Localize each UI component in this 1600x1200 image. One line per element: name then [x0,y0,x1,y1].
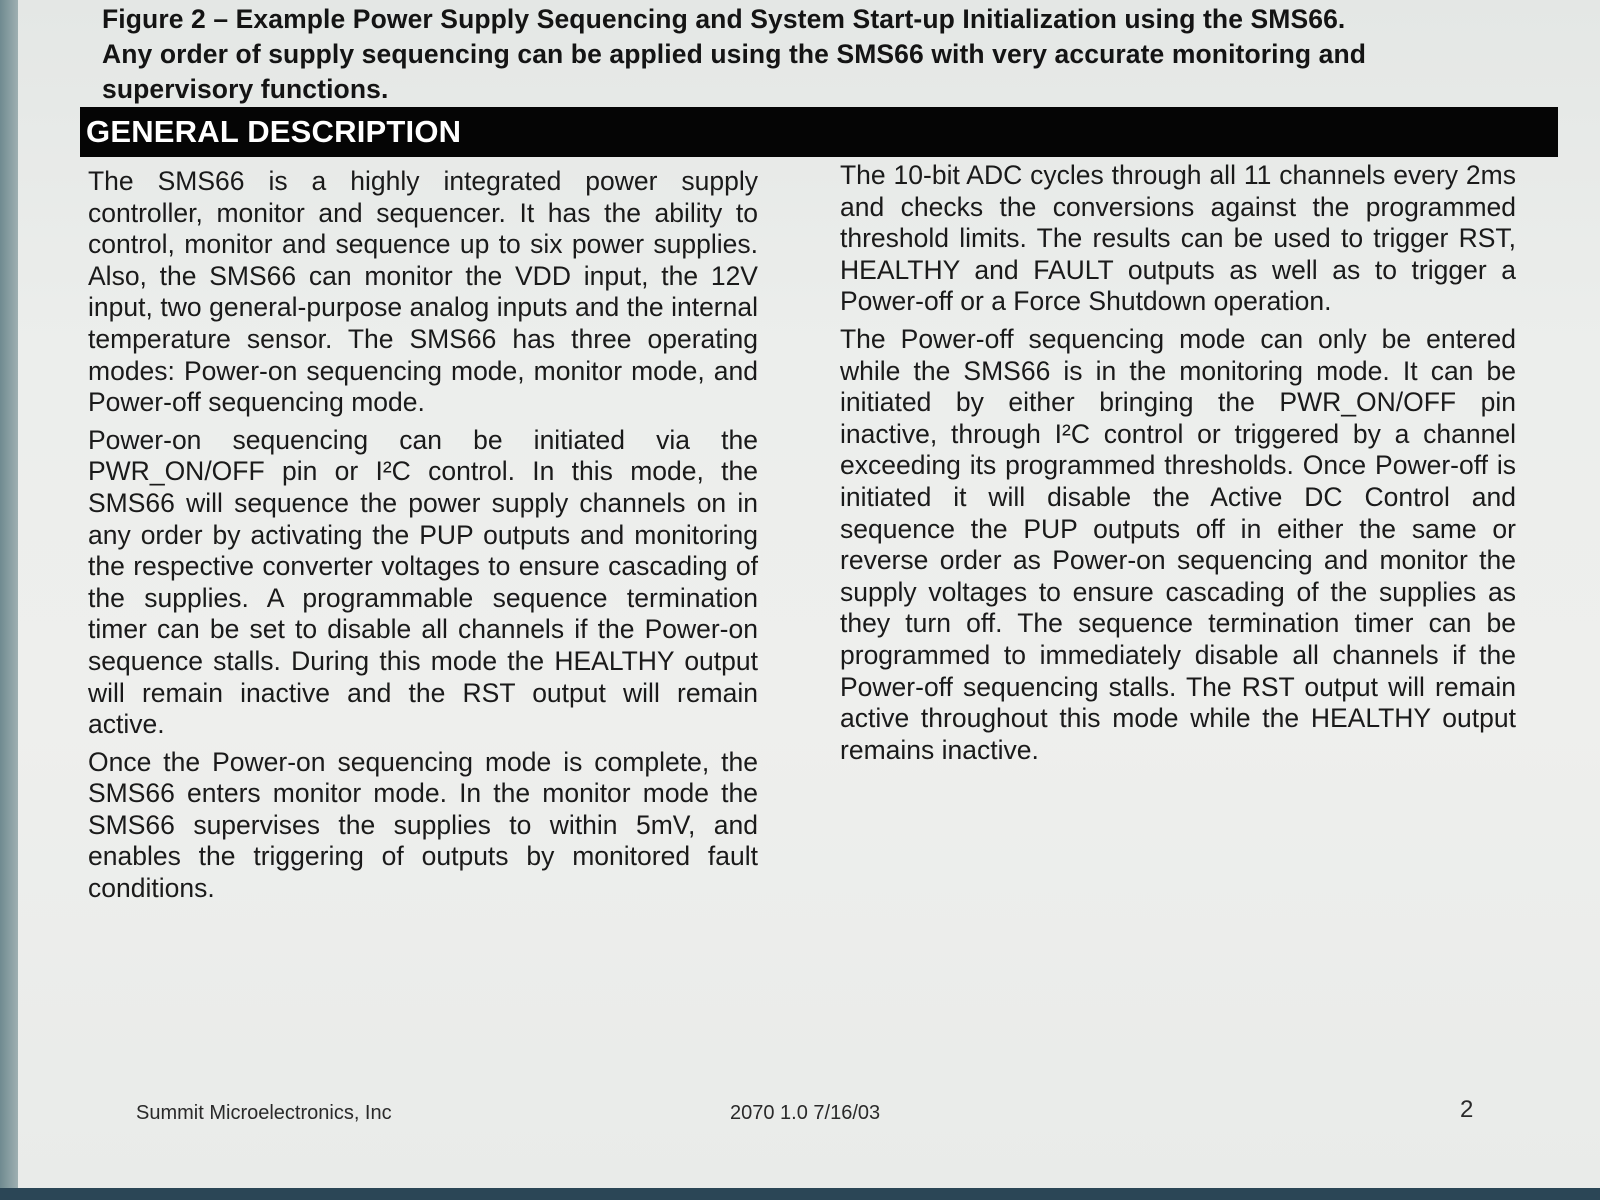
left-paragraph-power-on: Power-on sequencing can be initiated via the PWR_ON/OFF pin or I²C control. In this mode, the SMS66 will sequence the power supply channels on in any order by activating the PUP outputs and monitoring the respective converter voltages to ensure cascading of the supplies. A programmable sequence termination timer can be set to disable all channels if the Power-on sequence stalls. During this mode the HEALTHY output will remain inactive and the RST output will remain active. [88,424,758,740]
left-paragraph-monitor-mode: Once the Power-on sequencing mode is complete, the SMS66 enters monitor mode. In the monitor mode the SMS66 supervises the supplies to within 5mV, and enables the triggering of outputs by monitored fault conditions. [88,746,758,904]
footer-company: Summit Microelectronics, Inc [136,1102,392,1124]
figure-caption-line-1: Figure 2 – Example Power Supply Sequencing and System Start-up Initialization using the SMS66. [102,4,1346,34]
right-paragraph-adc: The 10-bit ADC cycles through all 11 channels every 2ms and checks the conversions against the programmed threshold limits. The results can be used to trigger RST, HEALTHY and FAULT outputs as well as to trigger a Power-off or a Force Shutdown operation. [840,160,1516,317]
footer-doc-info: 2070 1.0 7/16/03 [730,1102,881,1124]
footer-page-number: 2 [1460,1096,1474,1123]
monitor-bezel-bottom [0,1188,1600,1200]
right-paragraph-power-off: The Power-off sequencing mode can only be entered while the SMS66 is in the monitoring mode. It can be initiated by either bringing the PWR_ON/OFF pin inactive, through I²C control or triggered by a channel exceeding its programmed thresholds. Once Power-off is initiated it will disable the Active DC Control and sequence the PUP outputs off in either the same or reverse order as Power-on sequencing and monitor the supply voltages to ensure cascading of the supplies as they turn off. The sequence termination timer can be programmed to immediately disable all channels if the Power-off sequencing stalls. The RST output will remain active throughout this mode while the HEALTHY output remains inactive. [840,323,1516,765]
figure-caption-line-2: Any order of supply sequencing can be applied using the SMS66 with very accurate monitoring and [102,39,1367,69]
figure-caption-line-3: supervisory functions. [102,74,389,104]
figure-caption [102,2,1482,107]
left-paragraph-overview: The SMS66 is a highly integrated power supply controller, monitor and sequencer. It has the ability to control, monitor and sequence up to six power supplies. Also, the SMS66 can monitor the VDD input, the 12V input, two general-purpose analog inputs and the internal temperature sensor. The SMS66 has three operating modes: Power-on sequencing mode, monitor mode, and Power-off sequencing mode. [88,166,758,418]
right-column [840,160,1516,772]
section-title: GENERAL DESCRIPTION [86,114,462,149]
document-page [18,0,1600,1188]
left-column [88,166,758,911]
section-header-bar [80,107,1558,157]
